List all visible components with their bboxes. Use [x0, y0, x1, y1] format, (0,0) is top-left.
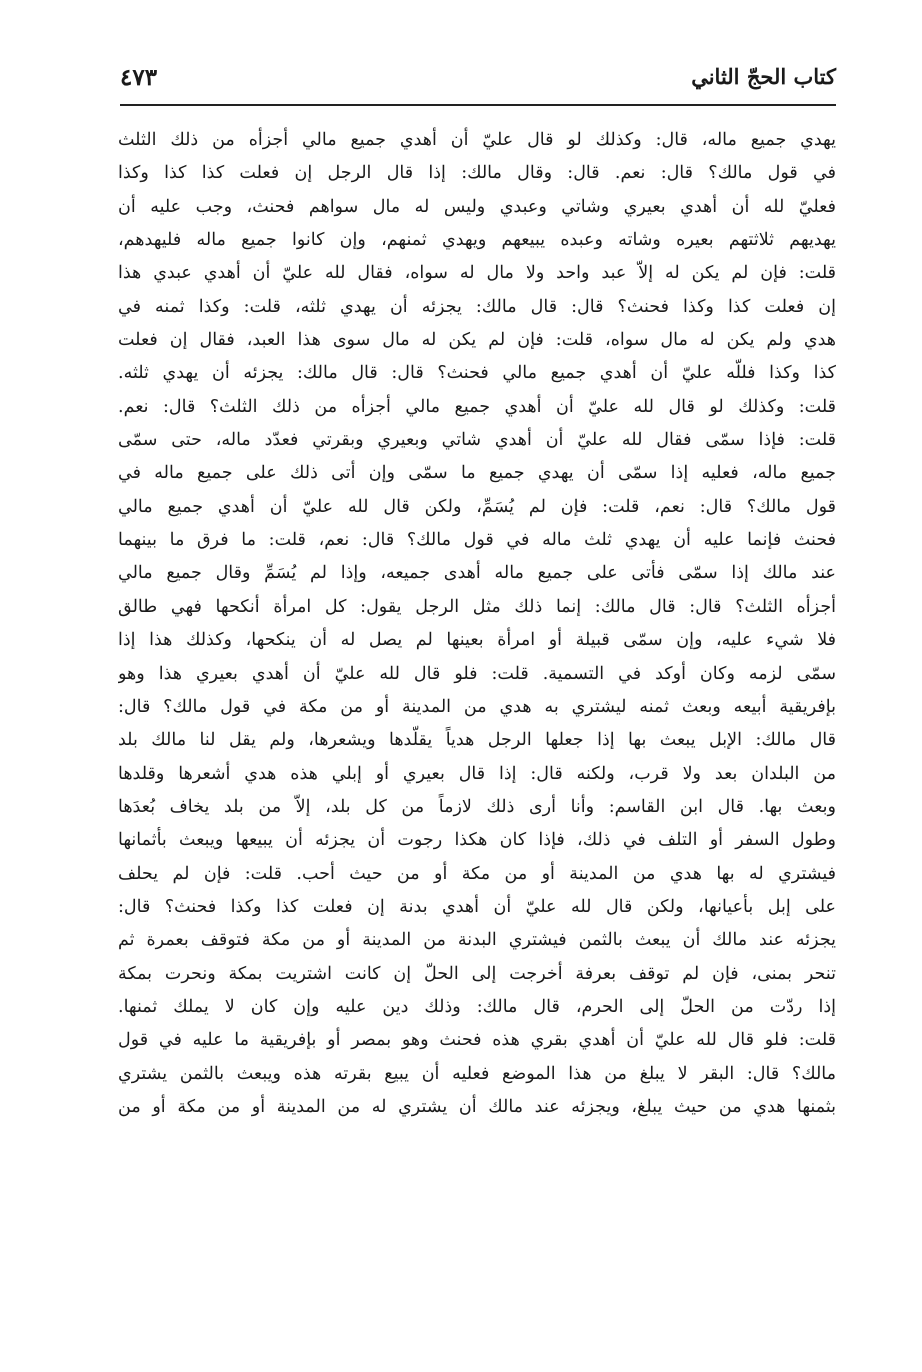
text-line: أجزأه الثلث؟ قال: قال مالك: إنما ذلك مثل الرجل يقول: كل امرأة أنكحها فهي طالق: [118, 596, 836, 617]
text-line: في قول مالك؟ قال: نعم. قال: وقال مالك: إذا قال الرجل إن فعلت كذا كذا وكذا: [118, 163, 836, 184]
running-title: كتاب الحجّ الثاني: [691, 64, 836, 89]
text-line: هدي ولم يكن له مال سواه، قلت: فإن لم يكن له مال سوى هذا العبد، فقال إن فعلت: [118, 330, 836, 351]
text-line: فيشتري له بها هدي من المدينة أو من مكة أو من حيث أحب. قلت: فإن لم يحلف: [118, 863, 836, 884]
text-line: [118, 1191, 836, 1224]
text-line: بثمنها هدي من حيث يبلغ، ويجزئه عند مالك أن يشتري له من المدينة أو من مكة أو من: [118, 1096, 836, 1117]
text-line: قلت: فإن لم يكن له إلاّ عبد واحد ولا مال له سواه، فقال لله عليّ أن أهدي عبدي هذا: [118, 263, 836, 284]
page-header: [120, 62, 836, 106]
header-rule: [120, 104, 836, 106]
text-line: يهدي جميع ماله، قال: وكذلك لو قال عليّ أن أهدي جميع مالي أجزأه من ذلك الثلث: [118, 130, 836, 150]
text-line: فلا شيء عليه، وإن سمّى قبيلة أو امرأة بعينها لم يصل له أن ينكحها، وكذلك هذا إذا: [118, 630, 836, 651]
text-line: [118, 1124, 836, 1157]
text-line: إن فعلت كذا وكذا فحنث؟ قال: قال مالك: يجزئه أن يهدي ثلثه، قلت: وكذا ثمنه في: [118, 296, 836, 317]
text-line: سمّى لزمه وكان أوكد في التسمية. قلت: فلو قال لله عليّ أن أهدي بعيري هذا وهو: [118, 663, 836, 684]
text-line: كذا وكذا فللّه عليّ أن أهدي جميع مالي فحنث؟ قال: قال مالك: يجزئه أن يهدي ثلثه.: [118, 363, 836, 384]
text-line: قلت: فإذا سمّى فقال لله عليّ أن أهدي شاتي وبعيري وبقرتي فعدّد ماله، حتى سمّى: [118, 430, 836, 451]
text-line: مالك؟ قال: البقر لا يبلغ من هذا الموضع فعليه أن يبيع بقرته هذه ويبعث بالثمن يشتري: [118, 1063, 836, 1084]
text-line: عند مالك إذا سمّى فأتى على جميع ماله أهدى جميعه، وإذا لم يُسَمِّ وقال جميع مالي: [118, 563, 836, 584]
text-line: تنحر بمنى، فإن لم توقف بعرفة أخرجت إلى الحلّ إن كانت اشتريت بمكة ونحرت بمكة: [118, 963, 836, 984]
page-number: ٤٧٣: [120, 64, 158, 91]
text-line: على إبل بأعيانها، ولكن قال لله عليّ أن أهدي بدنة إن فعلت كذا وكذا فحنث؟ قال:: [118, 896, 836, 917]
body-text: [118, 124, 836, 1324]
text-line: إذا ردّت من الحلّ إلى الحرم، قال مالك: وذلك دين عليه وإن كان لا يملك ثمنها.: [118, 996, 836, 1017]
text-line: [118, 1258, 836, 1291]
text-line: قال مالك: الإبل يبعث بها إذا جعلها الرجل هدياً يقلّدها ويشعرها، ولم يقل لنا مالك بلد: [118, 730, 836, 751]
text-line: بإفريقية أبيعه وبعث ثمنه ليشتري به هدي من المدينة أو من مكة في قول مالك؟ قال:: [118, 696, 836, 717]
text-line: يهديهم ثلاثتهم بعيره وشاته وعبده يبيعهم ويهدي ثمنهم، وإن كانوا جميع ماله فليهدهم،: [118, 230, 836, 251]
text-line: وطول السفر أو التلف في ذلك، فإذا كان هكذا رجوت أن يجزئه أن يبيعها ويبعث بأثمانها: [118, 830, 836, 851]
text-line: يجزئه عند مالك أن يبعث بالثمن فيشتري البدنة من المدينة أو من مكة فتوقف بعمرة ثم: [118, 930, 836, 951]
text-line: [118, 1158, 836, 1191]
text-line: فحنث فإنما عليه أن يهدي ثلث ماله في قول مالك؟ قال: نعم، قلت: ما فرق ما بينهما: [118, 530, 836, 551]
text-line: قلت: فلو قال لله عليّ أن أهدي بقري هذه فحنث وهو بمصر أو بإفريقية ما عليه في قول: [118, 1030, 836, 1051]
text-line: فعليّ لله أن أهدي بعيري وشاتي وعبدي وليس له مال سواهم فحنث، وجب عليه أن: [118, 196, 836, 217]
text-line: من البلدان بعد ولا قرب، ولكنه قال: إذا قال بعيري أو إبلي هذه هدي أشعرها وقلدها: [118, 763, 836, 784]
text-line: قول مالك؟ قال: نعم، قلت: فإن لم يُسَمِّ، ولكن قال لله عليّ أن أهدي جميع مالي: [118, 496, 836, 517]
text-line: جميع ماله، فعليه إذا سمّى أن يهدي جميع ما سمّى وإن أتى ذلك على جميع ماله في: [118, 463, 836, 484]
text-line: وبعث بها. قال ابن القاسم: وأنا أرى ذلك لازماً من كل بلد، إلاّ من بلد يخاف بُعدَها: [118, 796, 836, 817]
text-line: [118, 1224, 836, 1257]
text-line: [118, 1291, 836, 1324]
text-line: قلت: وكذلك لو قال لله عليّ أن أهدي جميع مالي أجزأه من ذلك الثلث؟ قال: نعم.: [118, 396, 836, 417]
